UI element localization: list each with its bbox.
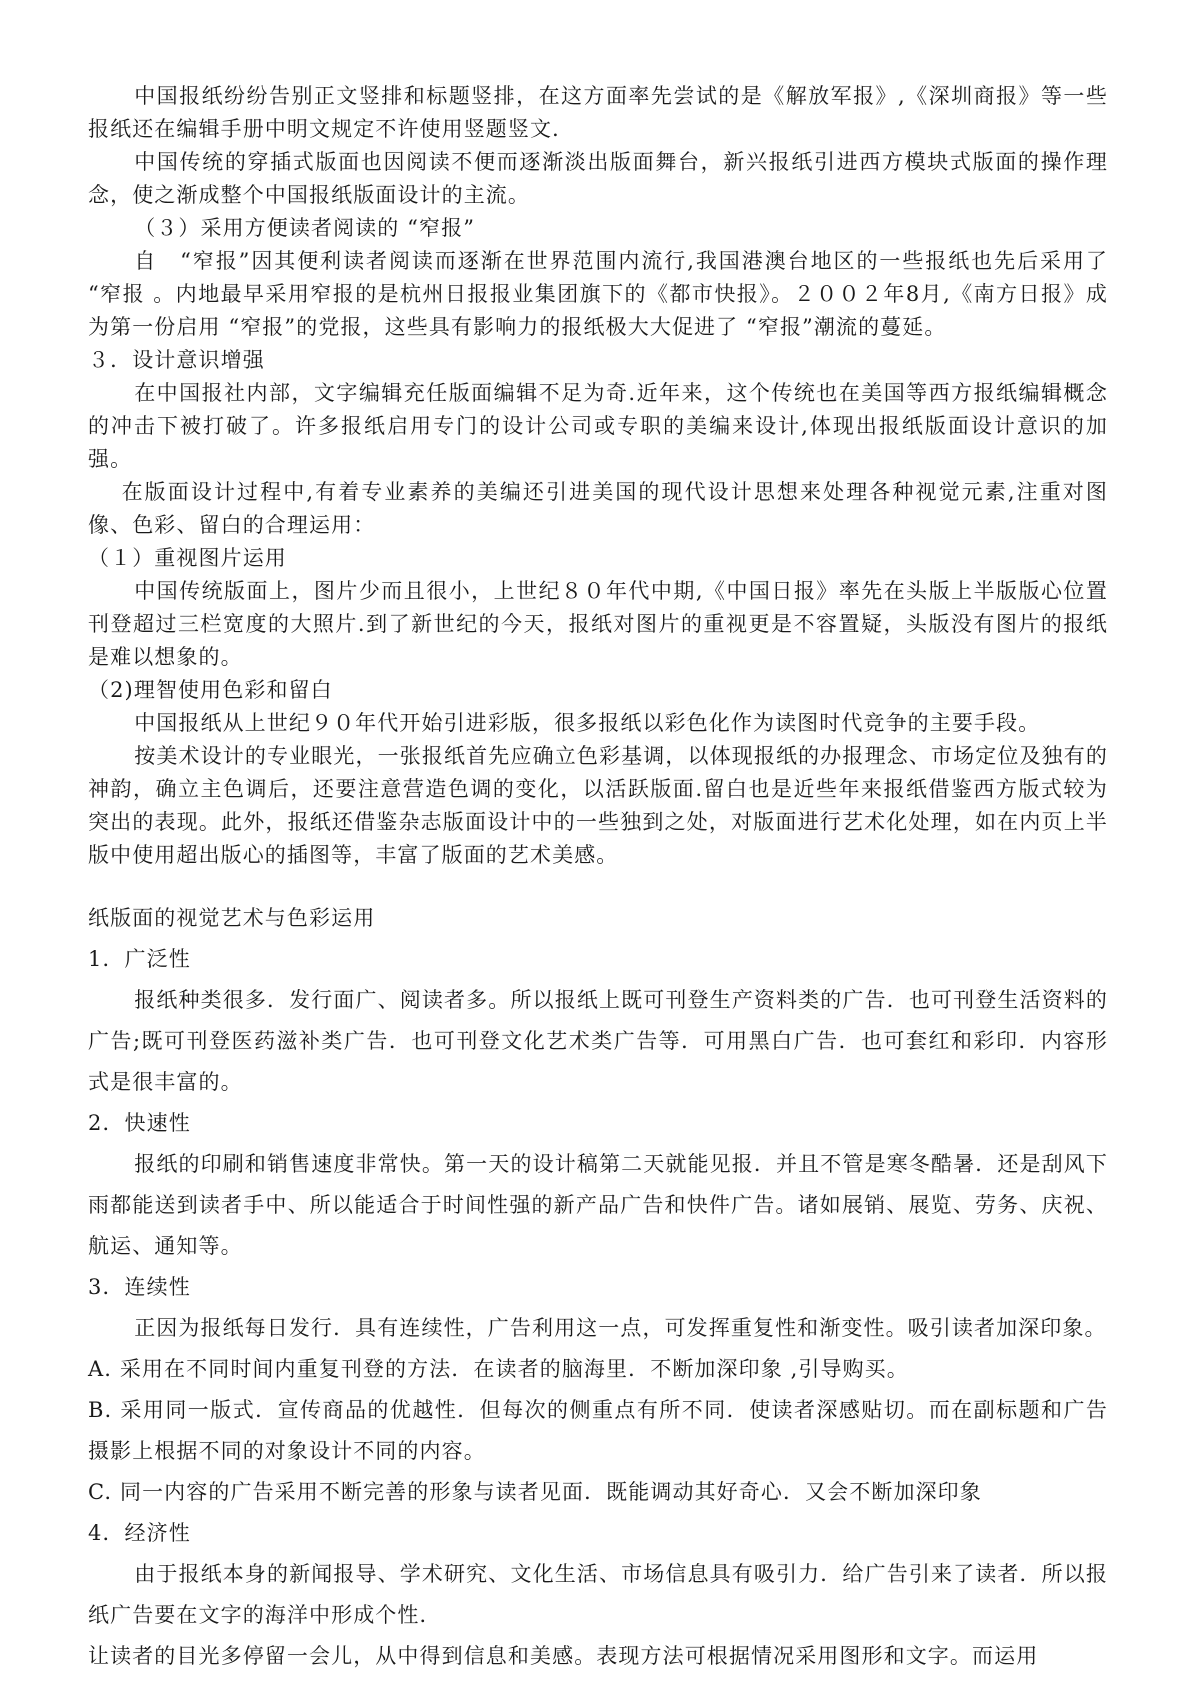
section-heading: 1．广泛性 — [88, 947, 191, 971]
section-heading: ３．设计意识增强 — [88, 348, 265, 372]
paragraph: 中国报纸纷纷告别正文竖排和标题竖排，在这方面率先尝试的是《解放军报》,《深圳商报》等一些报纸还在编辑手册中明文规定不许使用竖题竖文． — [88, 84, 1108, 141]
section-heading: 3．连续性 — [88, 1275, 191, 1299]
paragraph: 自 “窄报”因其便利读者阅读而逐渐在世界范围内流行,我国港澳台地区的一些报纸也先后采用了 “窄报 。内地最早采用窄报的是杭州日报报业集团旗下的《都市快报》。２００２年8月,《南方日报》成为第一份启用 “窄报”的党报，这些具有影响力的报纸极大大促进了 “窄报”潮流的蔓延。 — [88, 249, 1108, 339]
paragraph: 中国传统版面上，图片少而且很小，上世纪８０年代中期,《中国日报》率先在头版上半版版心位置刊登超过三栏宽度的大照片.到了新世纪的今天，报纸对图片的重视更是不容置疑，头版没有图片的报纸是难以想象的。 — [88, 579, 1108, 669]
section-heading: 2．快速性 — [88, 1111, 191, 1135]
list-item: C. 同一内容的广告采用不断完善的形象与读者见面．既能调动其好奇心．又会不断加深印象 — [88, 1480, 982, 1504]
section-heading: 4．经济性 — [88, 1521, 191, 1545]
subheading: （３）采用方便读者阅读的 “窄报” — [134, 216, 476, 240]
subheading: （2)理智使用色彩和留白 — [88, 678, 333, 702]
paragraph: 按美术设计的专业眼光，一张报纸首先应确立色彩基调，以体现报纸的办报理念、市场定位及独有的神韵，确立主色调后，还要注意营造色调的变化，以活跃版面.留白也是近些年来报纸借鉴西方版式较为突出的表现。此外，报纸还借鉴杂志版面设计中的一些独到之处，对版面进行艺术化处理，如在内页上半版中使用超出版心的插图等，丰富了版面的艺术美感。 — [88, 744, 1108, 867]
paragraph: 正因为报纸每日发行．具有连续性，广告利用这一点，可发挥重复性和渐变性。吸引读者加深印象。 — [134, 1316, 1107, 1340]
paragraph: 在版面设计过程中,有着专业素养的美编还引进美国的现代设计思想来处理各种视觉元素,注重对图像、色彩、留白的合理运用： — [88, 480, 1108, 537]
paragraph: 报纸的印刷和销售速度非常快。第一天的设计稿第二天就能见报．并且不管是寒冬酷暑．还是刮风下雨都能送到读者手中、所以能适合于时间性强的新产品广告和快件广告。诸如展销、展览、劳务、庆祝、航运、通知等。 — [88, 1152, 1108, 1258]
section-one — [88, 80, 1108, 872]
paragraph: 中国传统的穿插式版面也因阅读不便而逐渐淡出版面舞台，新兴报纸引进西方模块式版面的操作理念，使之渐成整个中国报纸版面设计的主流。 — [88, 150, 1108, 207]
section-spacer — [88, 872, 1108, 898]
paragraph: 中国报纸从上世纪９０年代开始引进彩版，很多报纸以彩色化作为读图时代竞争的主要手段。 — [134, 711, 1041, 735]
paragraph: 由于报纸本身的新闻报导、学术研究、文化生活、市场信息具有吸引力．给广告引来了读者．所以报纸广告要在文字的海洋中形成个性． — [88, 1562, 1108, 1627]
document-page — [88, 80, 1108, 1677]
section-two — [88, 898, 1108, 1677]
paragraph: 报纸种类很多．发行面广、阅读者多。所以报纸上既可刊登生产资料类的广告．也可刊登生活资料的广告;既可刊登医药滋补类广告．也可刊登文化艺术类广告等．可用黑白广告．也可套红和彩印．内容形式是很丰富的。 — [88, 988, 1108, 1094]
list-item: A. 采用在不同时间内重复刊登的方法．在读者的脑海里．不断加深印象 ,引导购买。 — [88, 1357, 909, 1381]
paragraph: 让读者的目光多停留一会儿，从中得到信息和美感。表现方法可根据情况采用图形和文字。而运用 — [88, 1644, 1039, 1668]
section-title: 纸版面的视觉艺术与色彩运用 — [88, 906, 376, 930]
paragraph: 在中国报社内部，文字编辑充任版面编辑不足为奇.近年来，这个传统也在美国等西方报纸编辑概念的冲击下被打破了。许多报纸启用专门的设计公司或专职的美编来设计,体现出报纸版面设计意识的加强。 — [88, 381, 1108, 471]
list-item: B. 采用同一版式．宣传商品的优越性．但每次的侧重点有所不同．使读者深感贴切。而在副标题和广告摄影上根据不同的对象设计不同的内容。 — [88, 1398, 1108, 1463]
subheading: （１）重视图片运用 — [88, 546, 287, 570]
